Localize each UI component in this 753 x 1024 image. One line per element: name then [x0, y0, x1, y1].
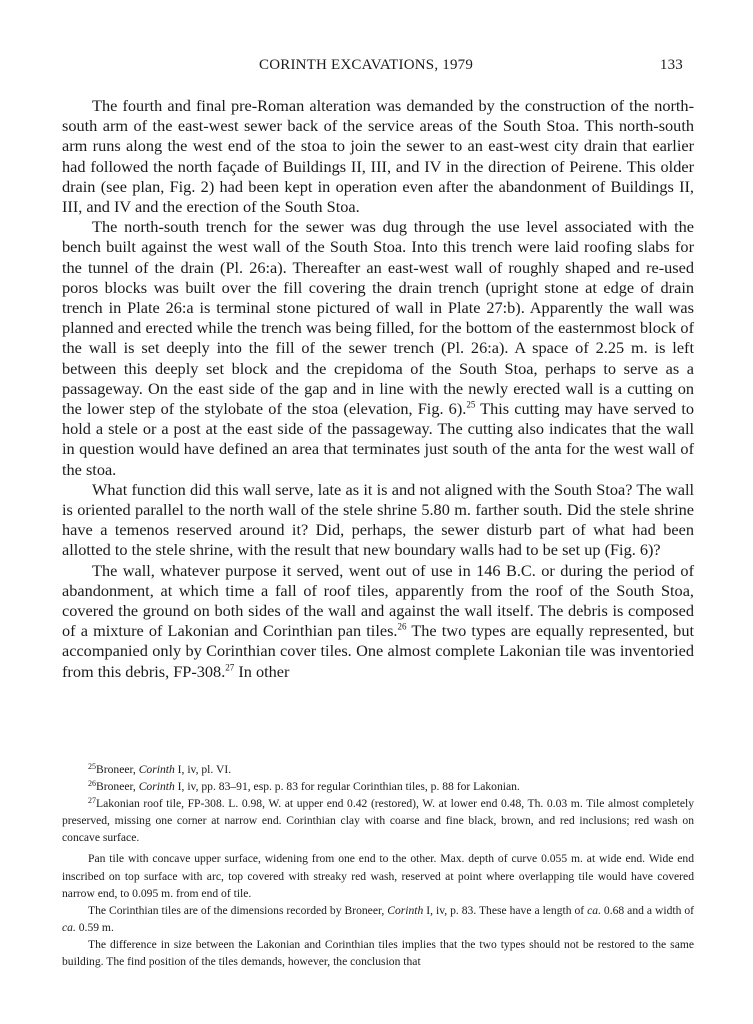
bc-abbreviation: B.C. — [505, 560, 536, 580]
footnote-26-number: 26 — [88, 779, 96, 789]
footnote-25-title: Corinth — [138, 763, 175, 776]
footnote-27-corinthian — [62, 902, 694, 936]
paragraph-3: What function did this wall serve, late as it is and not aligned with the South Stoa? The wall is oriented parallel to the north wall of the stele shrine 5.80 m. farther south. Did the stele shrine have a temenos reserved around it? Did, perhaps, the sewer disturb part of what had been allotted to the stele shrine, with the result that new boundary walls had to be set up (Fig. 6)? — [62, 479, 694, 560]
footnote-27-corinthian-c: 0.68 and a width of — [600, 903, 694, 917]
paragraph-2-text-a: The north-south trench for the sewer was dug through the use level associated with the bench built against the west wall of the South Stoa. Into this trench were laid roofing slabs for the tunnel of the drain (Pl. 26:a). Thereafter an east-west wall of roughly shaped and re-used poros blocks was built over the fill covering the drain trench (upright stone at edge of drain trench in Plate 26:a is terminal stone pictured of wall in Plate 27:b). Apparently the wall was planned and erected while the trench was being filled, for the bottom of the easternmost block of the wall is set deeply into the fill of the sewer trench (Pl. 26:a). A space of 2.25 m. is left between this deeply set block and the crepidoma of the South Stoa, perhaps to serve as a passageway. On the east side of the gap and in line with the newly erected wall is a cutting on the lower step of the stylobate of the stoa (elevation, Fig. 6). — [62, 217, 694, 419]
footnote-26-title: Corinth — [138, 780, 175, 794]
footnote-26-text-a: Broneer, — [96, 780, 139, 794]
paragraph-1: The fourth and final pre-Roman alteration was demanded by the construction of the north-south arm of the east-west sewer back of the service areas of the South Stoa. This north-south arm runs along the west end of the stoa to join the sewer to an east-west city drain that earlier had followed the north façade of Buildings II, III, and IV in the direction of Peirene. This older drain (see plan, Fig. 2) had been kept in operation even after the abandonment of Buildings II, III, and IV and the erection of the South Stoa. — [62, 96, 694, 217]
footnote-26-text-b: I, iv, pp. 83–91, esp. p. 83 for regular Corinthian tiles, p. 88 for Lakonian. — [174, 780, 520, 794]
footnote-27-text: Lakonian roof tile, FP-308. L. 0.98, W. at upper end 0.42 (restored), W. at lower end 0.48, Th. 0.03 m. Tile almost completely preserved, missing one corner at narrow end. Corinthian clay with coarse and fine black, brown, and red inclusions; red wash on concave surface. — [62, 797, 694, 845]
paragraph-4-text-c: The two types are equally represented, but accompanied only by Corinthian cover tiles. One almost complete Lakonian tile was inventoried from this debris, FP-308. — [62, 621, 694, 681]
footnote-27-number: 27 — [88, 796, 96, 806]
paragraph-4-text-b: or during the period of abandonment, at which time a fall of roof tiles, apparently from the roof of the South Stoa, covered the ground on both sides of the wall and against the wall itself. The debris is composed of a mixture of Lakonian and Corinthian pan tiles. — [62, 560, 694, 641]
circa-abbrev-1: ca. — [587, 903, 601, 917]
footnote-27-corinthian-b: I, iv, p. 83. These have a length of — [423, 903, 588, 917]
paragraph-4-text-d: In other — [234, 661, 290, 681]
footnote-25 — [62, 761, 694, 778]
footnote-27-corinthian-a: The Corinthian tiles are of the dimensions recorded by Broneer, — [88, 903, 388, 917]
footnote-26 — [62, 778, 694, 795]
running-title: CORINTH EXCAVATIONS, 1979 — [259, 57, 474, 73]
circa-abbrev-2: ca. — [62, 920, 76, 934]
footnote-27-pan-tile: Pan tile with concave upper surface, widening from one end to the other. Max. depth of curve 0.055 m. at wide end. Wide end inscribed on top surface with arc, top covered with streaky red wash, reserved at point where overlapping tile would have covered narrow end, to 0.095 m. from end of tile. — [62, 852, 694, 900]
footnote-27 — [62, 795, 694, 846]
paragraph-2 — [62, 217, 694, 480]
footnote-27-corinthian-title: Corinth — [387, 903, 424, 917]
paragraph-2-text-b: This cutting may have served to hold a stele or a post at the east side of the passageway. The cutting also indicates that the wall in question would have defined an area that terminates just south of the anta for the west wall of the stoa. — [62, 399, 694, 479]
footnote-ref-25[interactable]: 25 — [466, 399, 476, 410]
footnote-27-difference: The difference in size between the Lakonian and Corinthian tiles implies that the two types should not be restored to the same building. The find position of the tiles demands, however, the conclusion that — [62, 937, 694, 969]
footnotes — [62, 761, 694, 970]
footnote-27-corinthian-d: 0.59 m. — [75, 920, 114, 934]
footnote-ref-26[interactable]: 26 — [397, 621, 407, 632]
footnote-25-text-b: I, iv, pl. VI. — [174, 763, 232, 776]
page-number: 133 — [659, 57, 683, 73]
paragraph-4 — [62, 561, 694, 682]
paragraph-4-text-a: The wall, whatever purpose it served, went out of use in 146 — [92, 560, 506, 580]
body-text — [62, 96, 694, 682]
footnote-25-number: 25 — [88, 762, 96, 771]
footnote-ref-27[interactable]: 27 — [225, 662, 235, 673]
footnote-25-text-a: Broneer, — [96, 763, 139, 776]
running-head — [93, 57, 693, 79]
